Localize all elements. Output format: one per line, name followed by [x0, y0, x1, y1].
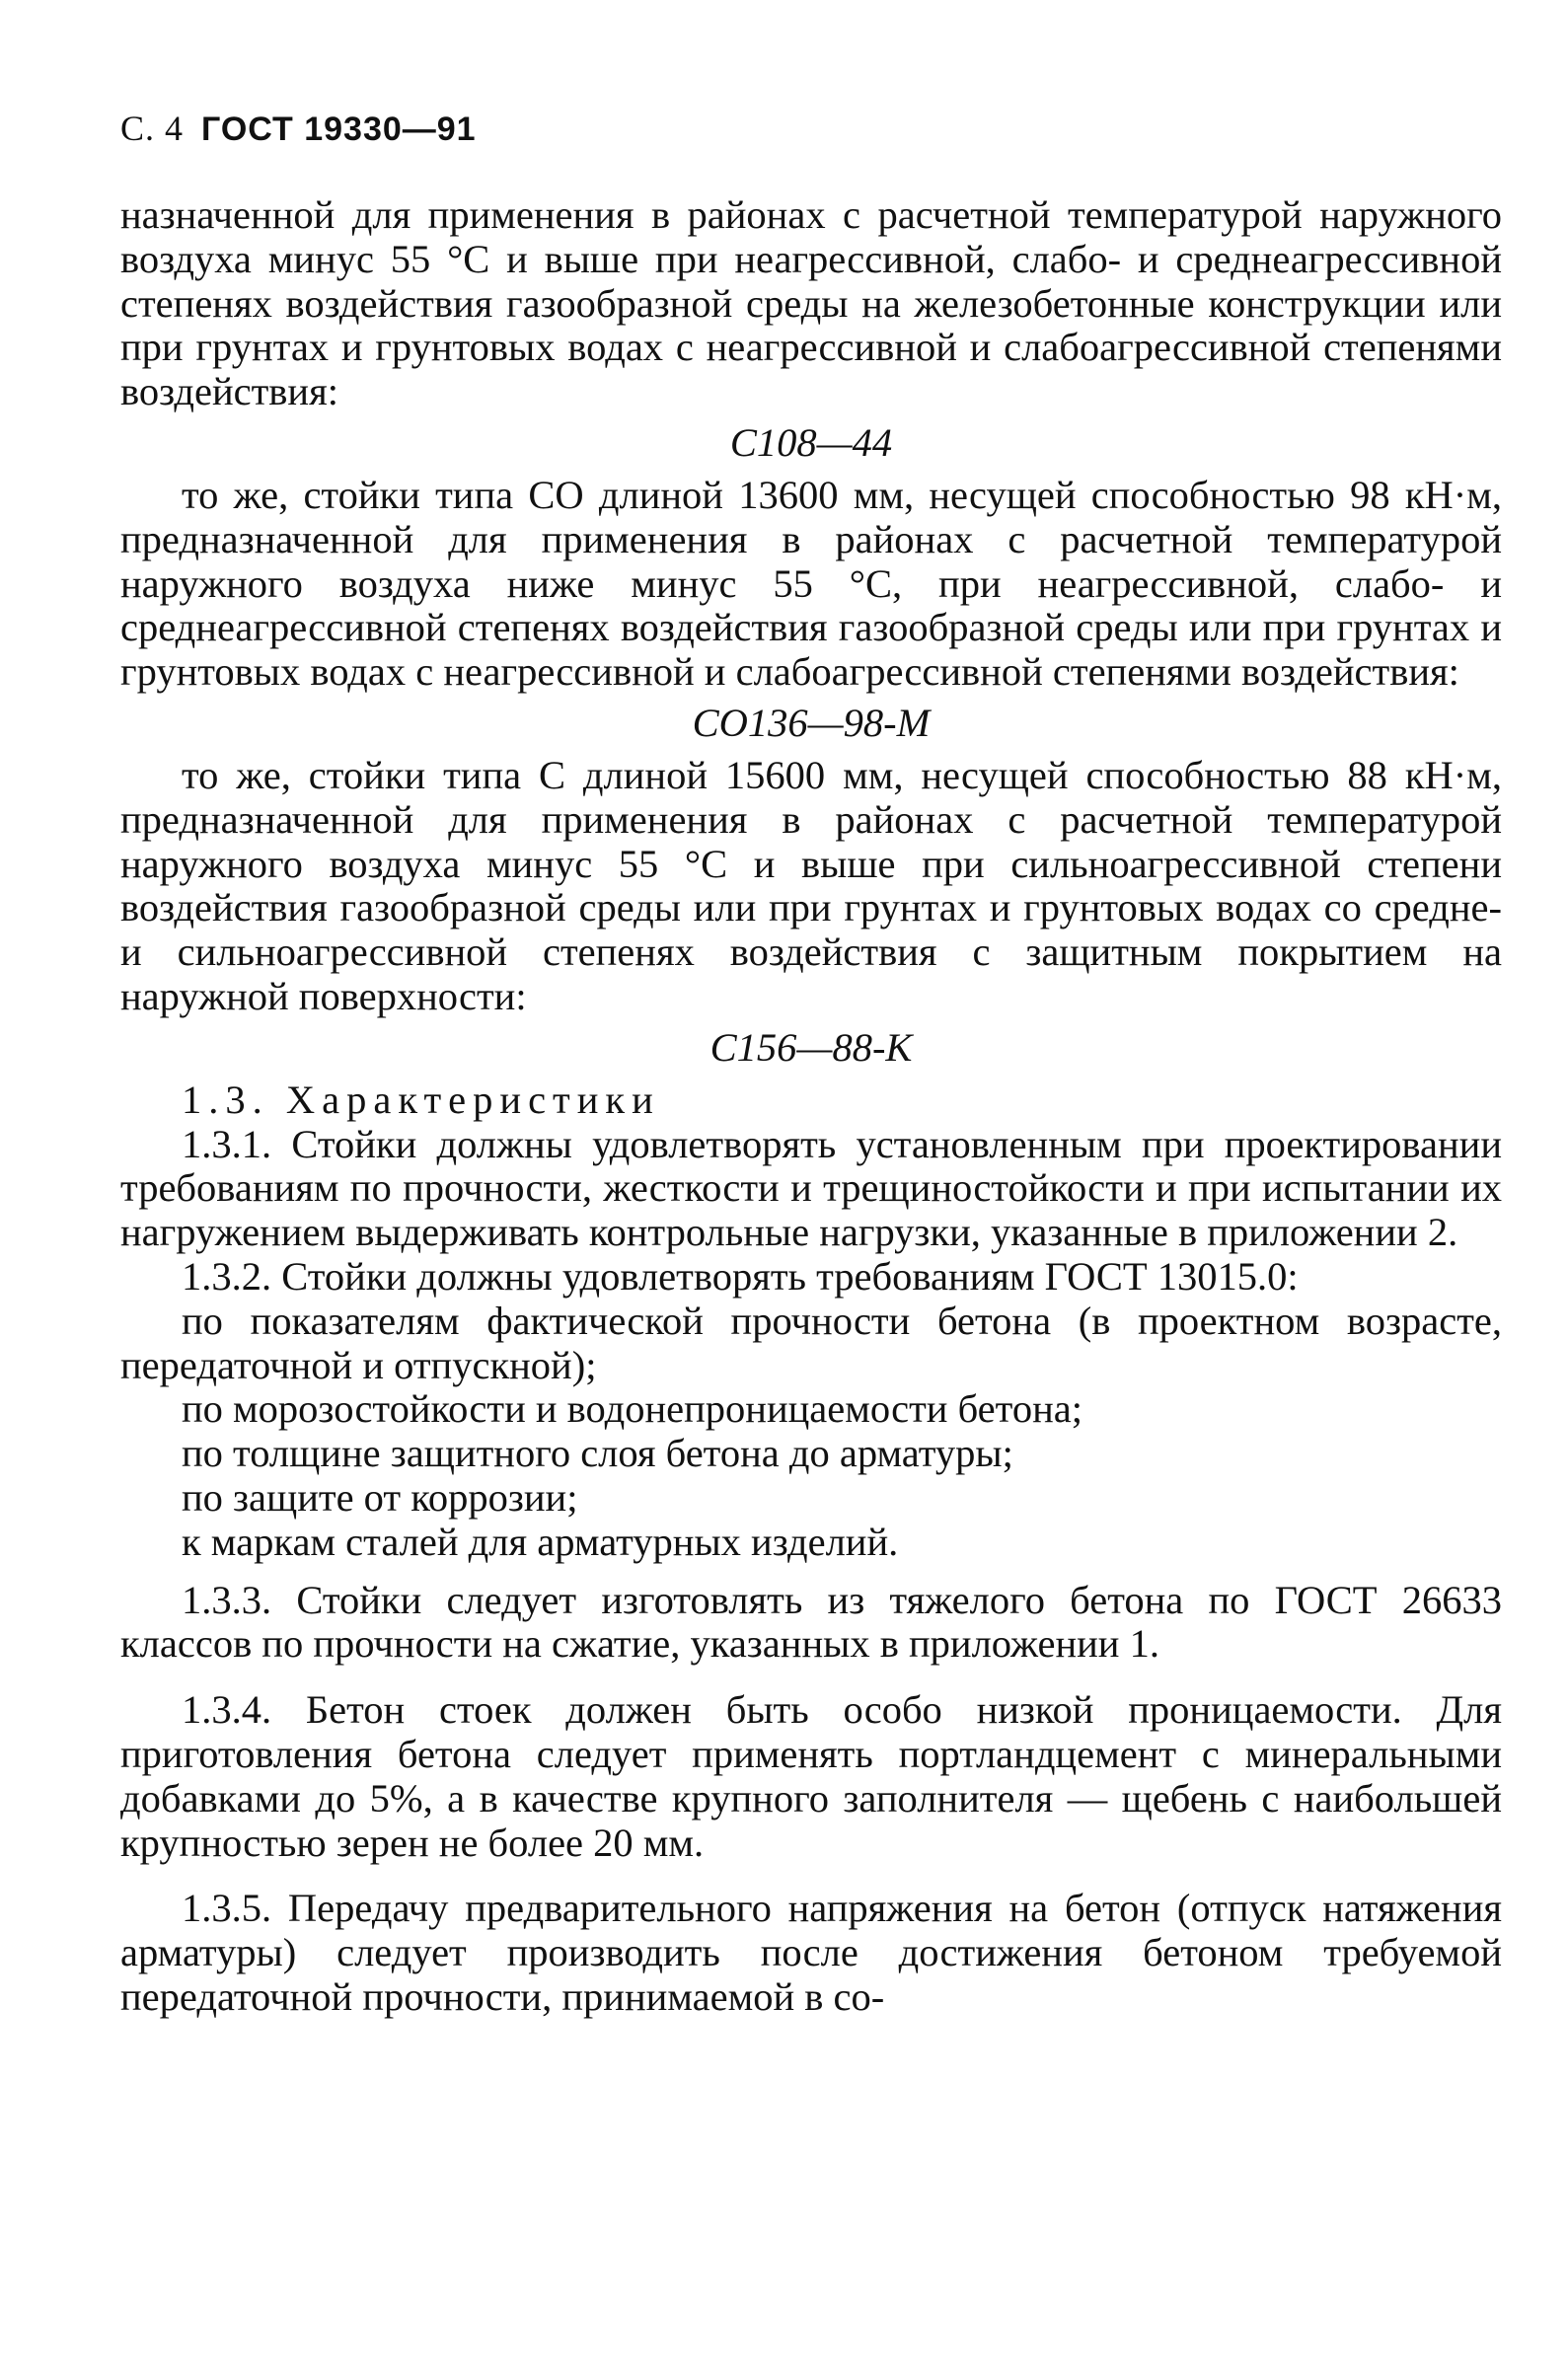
page-body: [120, 193, 1502, 2020]
list-item: по толщине защитного слоя бетона до арматуры;: [182, 1431, 1013, 1476]
clause-1-3-5: 1.3.5. Передачу предварительного напряжения на бетон (отпуск натяжения арматуры) следует производить после достижения бетоном требуемой передаточной прочности, принимаемой в со-: [120, 1886, 1502, 2019]
standard-designation: ГОСТ 19330—91: [201, 111, 477, 148]
clause-1-3-4: 1.3.4. Бетон стоек должен быть особо низкой проницаемости. Для приготовления бетона следует применять портландцемент с минеральными добавками до 5%, а в качестве крупного заполнителя — щебень с наибольшей крупностью зерен не более 20 мм.: [120, 1687, 1502, 1865]
clause-1-3-3: 1.3.3. Стойки следует изготовлять из тяжелого бетона по ГОСТ 26633 классов по прочности на сжатие, указанных в приложении 1.: [120, 1577, 1502, 1667]
clause-1-3-1: 1.3.1. Стойки должны удовлетворять установленным при проектировании требованиям по прочности, жесткости и трещиностойкости и при испытании их нагружением выдерживать контрольные нагрузки, указанные в приложении 2.: [120, 1121, 1502, 1255]
product-designation-co136: СО136—98-М: [692, 700, 931, 745]
clause-1-3-2: 1.3.2. Стойки должны удовлетворять требованиям ГОСТ 13015.0:: [182, 1253, 1299, 1299]
product-designation-c108: С108—44: [729, 419, 893, 465]
paragraph-co136: то же, стойки типа СО длиной 13600 мм, несущей способностью 98 кН·м, предназначенной для применения в районах с расчетной температурой наружного воздуха ниже минус 55 °С, при неагрессивной, слабо- и среднеагрессивной степенях воздействия газообразной среды или при грунтах и грунтовых водах с неагрессивной и слабоагрессивной степенями воздействия:: [120, 472, 1502, 695]
product-designation-c156: С156—88-К: [709, 1024, 913, 1070]
section-heading-characteristics: 1.3. Характеристики: [182, 1077, 660, 1122]
paragraph-c156: то же, стойки типа С длиной 15600 мм, несущей способностью 88 кН·м, предназначенной для применения в районах с расчетной температурой наружного воздуха минус 55 °С и выше при сильноагрессивной степени воздействия газообразной среды или при грунтах и грунтовых водах со средне- и сильноагрессивной степенях воздействия с защитным покрытием на наружной поверхности:: [120, 752, 1502, 1018]
list-item: по морозостойкости и водонепроницаемости бетона;: [182, 1386, 1083, 1432]
page-number: С. 4: [120, 109, 185, 148]
page-header: [120, 107, 477, 151]
paragraph-continuation: назначенной для применения в районах с расчетной температурой наружного воздуха минус 55 °С и выше при неагрессивной, слабо- и среднеагрессивной степенях воздействия газообразной среды на железобетонные конструкции или при грунтах и грунтовых водах с неагрессивной и слабоагрессивной степенями воздействия:: [120, 192, 1502, 414]
list-item: к маркам сталей для арматурных изделий.: [182, 1519, 899, 1564]
list-item: по показателям фактической прочности бетона (в проектном возрасте, передаточной и отпускной);: [120, 1298, 1502, 1387]
list-item: по защите от коррозии;: [182, 1474, 578, 1520]
